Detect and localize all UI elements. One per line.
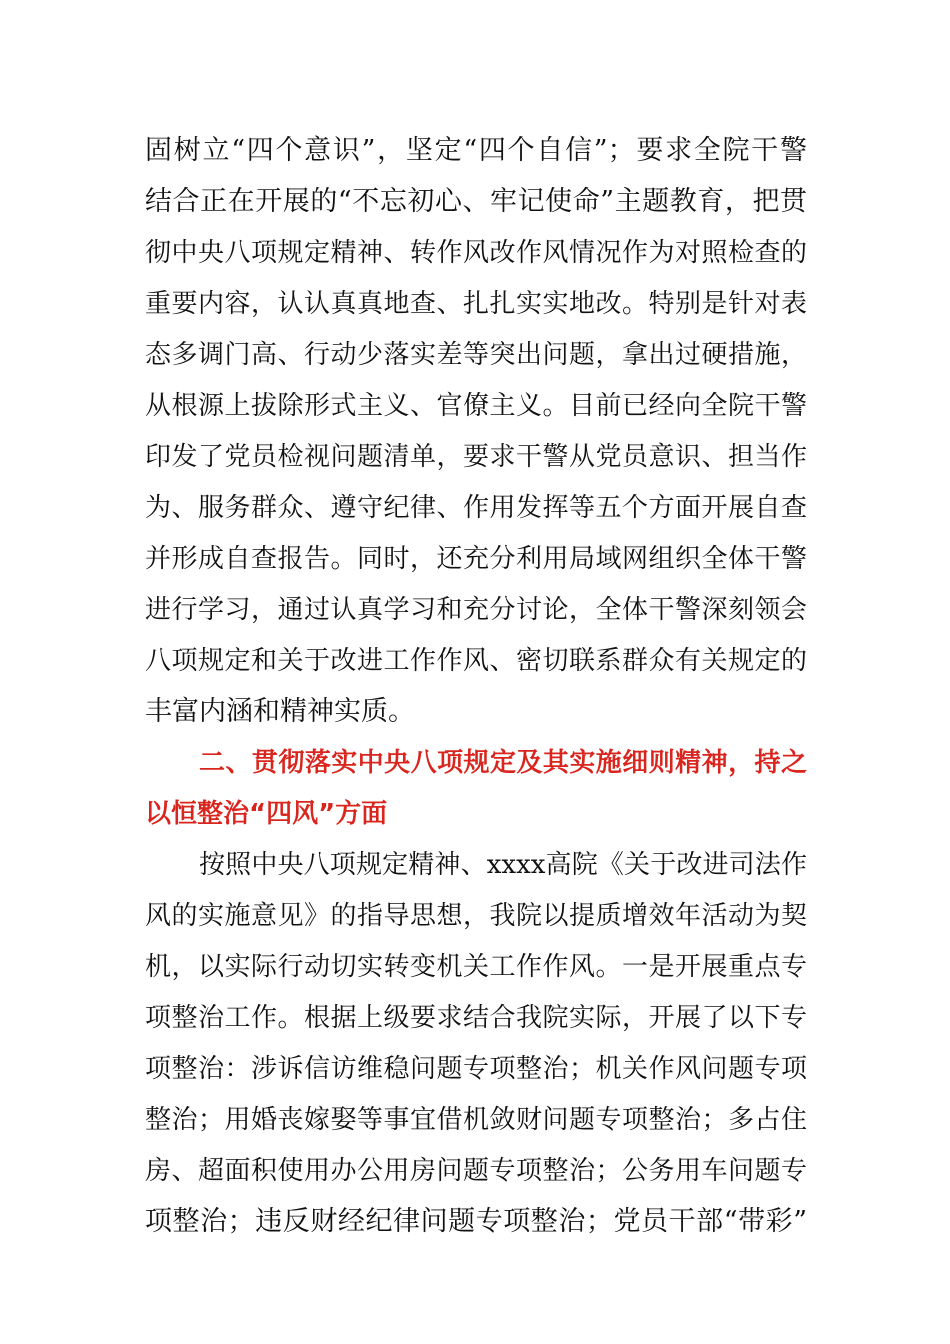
paragraph-1-line: 八项规定和关于改进工作作风、密切联系群众有关规定的 xyxy=(145,646,807,676)
paragraph-2-line: 房、超面积使用办公用房问题专项整治；公务用车问题专 xyxy=(145,1156,807,1186)
paragraph-1-line: 重要内容，认认真真地查、扎扎实实地改。特别是针对表 xyxy=(145,289,807,319)
paragraph-1-line: 并形成自查报告。同时，还充分利用局域网组织全体干警 xyxy=(145,544,807,574)
paragraph-1-line: 态多调门高、行动少落实差等突出问题，拿出过硬措施， xyxy=(145,340,807,370)
paragraph-2-line: 机，以实际行动切实转变机关工作作风。一是开展重点专 xyxy=(145,952,807,982)
paragraph-2-line: 风的实施意见》的指导思想，我院以提质增效年活动为契 xyxy=(145,901,807,931)
paragraph-1-line: 为、服务群众、遵守纪律、作用发挥等五个方面开展自查 xyxy=(145,493,807,523)
paragraph-1-line: 印发了党员检视问题清单，要求干警从党员意识、担当作 xyxy=(145,442,807,472)
paragraph-2-line: 项整治：涉诉信访维稳问题专项整治；机关作风问题专项 xyxy=(145,1054,807,1084)
section-heading-line: 二、贯彻落实中央八项规定及其实施细则精神，持之 xyxy=(199,748,807,778)
paragraph-2-line: 按照中央八项规定精神、xxxx高院《关于改进司法作 xyxy=(199,850,807,880)
paragraph-1-line: 丰富内涵和精神实质。 xyxy=(145,696,415,727)
paragraph-1-line: 结合正在开展的“不忘初心、牢记使命”主题教育，把贯 xyxy=(145,186,807,217)
paragraph-1-line: 固树立“四个意识”，坚定“四个自信”；要求全院干警 xyxy=(145,135,807,166)
paragraph-2-line: 项整治工作。根据上级要求结合我院实际，开展了以下专 xyxy=(145,1003,807,1033)
section-heading-line: 以恒整治“四风”方面 xyxy=(145,799,388,829)
paragraph-1-line: 彻中央八项规定精神、转作风改作风情况作为对照检查的 xyxy=(145,238,807,268)
paragraph-1-line: 进行学习，通过认真学习和充分讨论，全体干警深刻领会 xyxy=(145,595,807,625)
paragraph-2-line: 项整治；违反财经纪律问题专项整治；党员干部“带彩” xyxy=(145,1206,807,1237)
paragraph-1-line: 从根源上拔除形式主义、官僚主义。目前已经向全院干警 xyxy=(145,391,807,421)
paragraph-2-line: 整治；用婚丧嫁娶等事宜借机敛财问题专项整治；多占住 xyxy=(145,1105,807,1135)
